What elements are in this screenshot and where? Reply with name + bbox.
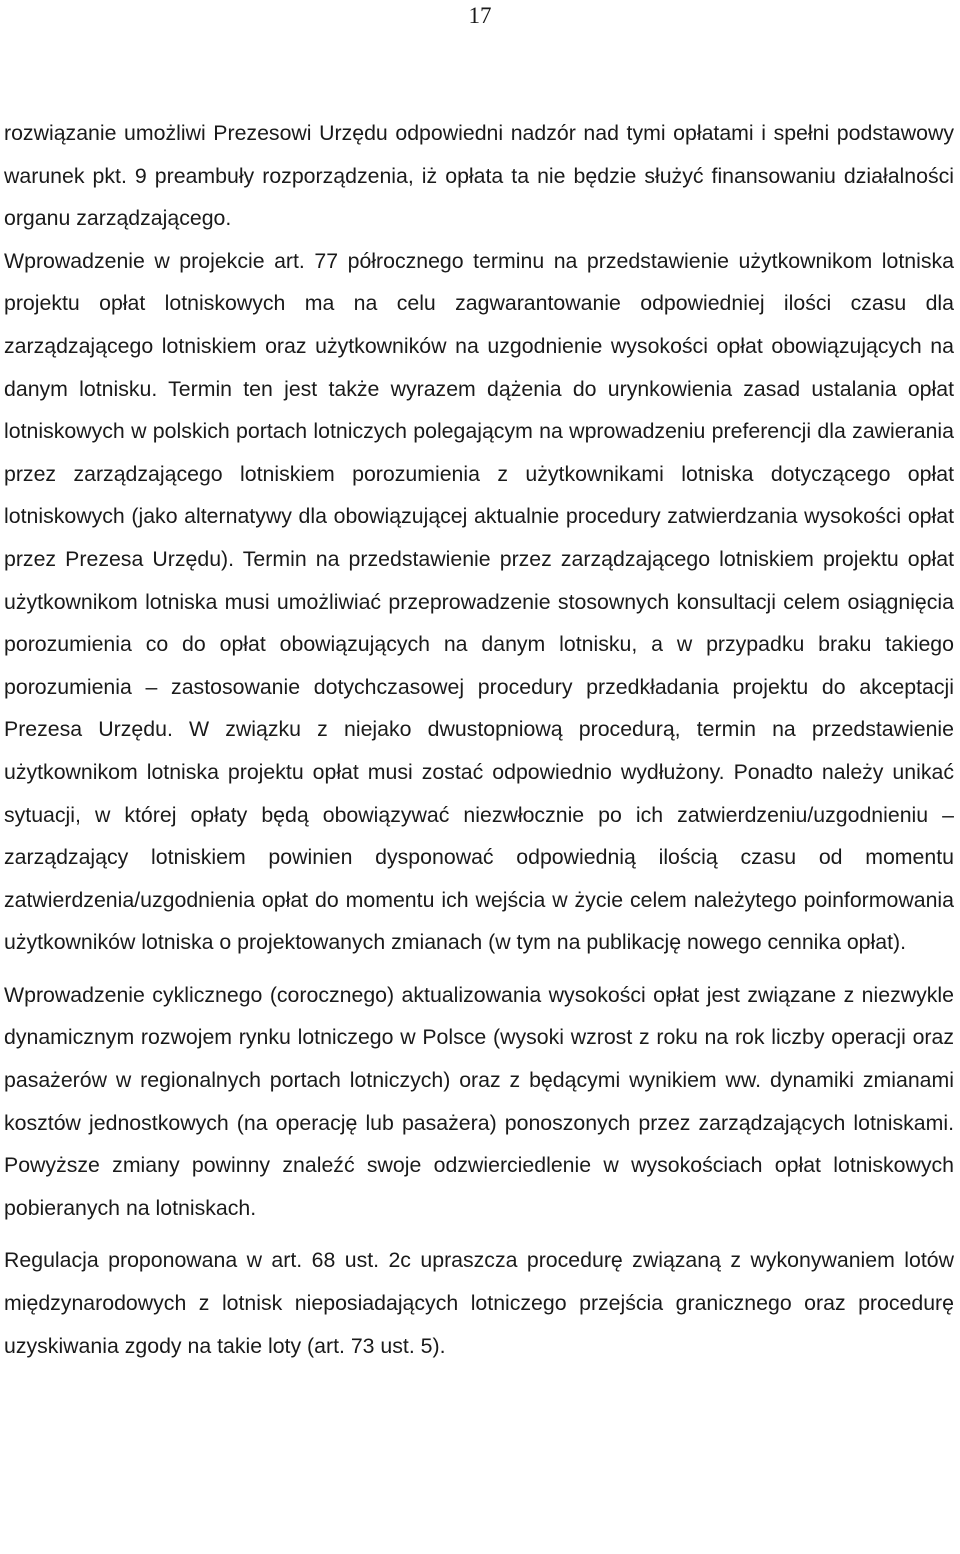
paragraph-annual-update: Wprowadzenie cyklicznego (corocznego) aktualizowania wysokości opłat jest związane z niezwykle dynamicznym rozwojem rynku lotniczego w Polsce (wysoki wzrost z roku na rok liczby operacji oraz pasażerów w regionalnych portach lotniczych) oraz z będącymi wynikiem ww. dynamiki zmianami kosztów jednostkowych (na operację lub pasażera) ponoszonych przez zarządzających lotniskami. Powyższe zmiany powinny znaleźć swoje odzwierciedlenie w wysokościach opłat lotniskowych pobieranych na lotniskach.	[4, 982, 954, 1220]
page-number: 17	[468, 3, 492, 28]
paragraph-continued: rozwiązanie umożliwi Prezesowi Urzędu odpowiedni nadzór nad tymi opłatami i spełni podstawowy warunek pkt. 9 preambuły rozporządzenia, iż opłata ta nie będzie służyć finansowaniu działalności organu zarządzającego.	[4, 121, 954, 231]
paragraph-art-77: Wprowadzenie w projekcie art. 77 półrocznego terminu na przedstawienie użytkownikom lotniska projektu opłat lotniskowych ma na celu zagwarantowanie odpowiedniej ilości czasu dla zarządzającego lotniskiem oraz użytkowników na uzgodnienie wysokości opłat obowiązujących na danym lotnisku. Termin ten jest także wyrazem dążenia do urynkowienia zasad ustalania opłat lotniskowych w polskich portach lotniczych polegającym na wprowadzeniu preferencji dla zawierania przez zarządzającego lotniskiem porozumienia z użytkownikami lotniska dotyczącego opłat lotniskowych (jako alternatywy dla obowiązującej aktualnie procedury zatwierdzania wysokości opłat przez Prezesa Urzędu). Termin na przedstawienie przez zarządzającego lotniskiem projektu opłat użytkownikom lotniska musi umożliwiać przeprowadzenie stosownych konsultacji celem osiągnięcia porozumienia co do opłat obowiązujących na danym lotnisku, a w przypadku braku takiego porozumienia – zastosowanie dotychczasowej procedury przedkładania projektu do akceptacji Prezesa Urzędu. W związku z niejako dwustopniową procedurą, termin na przedstawienie użytkownikom lotniska projektu opłat musi zostać odpowiednio wydłużony. Ponadto należy unikać sytuacji, w której opłaty będą obowiązywać niezwłocznie po ich zatwierdzeniu/uzgodnieniu – zarządzający lotniskiem powinien dysponować odpowiednią ilością czasu od momentu zatwierdzenia/uzgodnienia opłat do momentu ich wejścia w życie celem należytego poinformowania użytkowników lotniska o projektowanych zmianach (w tym na publikację nowego cennika opłat).	[4, 248, 954, 955]
paragraph-art-68: Regulacja proponowana w art. 68 ust. 2c upraszcza procedurę związaną z wykonywaniem lotów międzynarodowych z lotnisk nieposiadających lotniczego przejścia granicznego oraz procedurę uzyskiwania zgody na takie loty (art. 73 ust. 5).	[4, 1248, 954, 1358]
document-body	[4, 112, 954, 1367]
